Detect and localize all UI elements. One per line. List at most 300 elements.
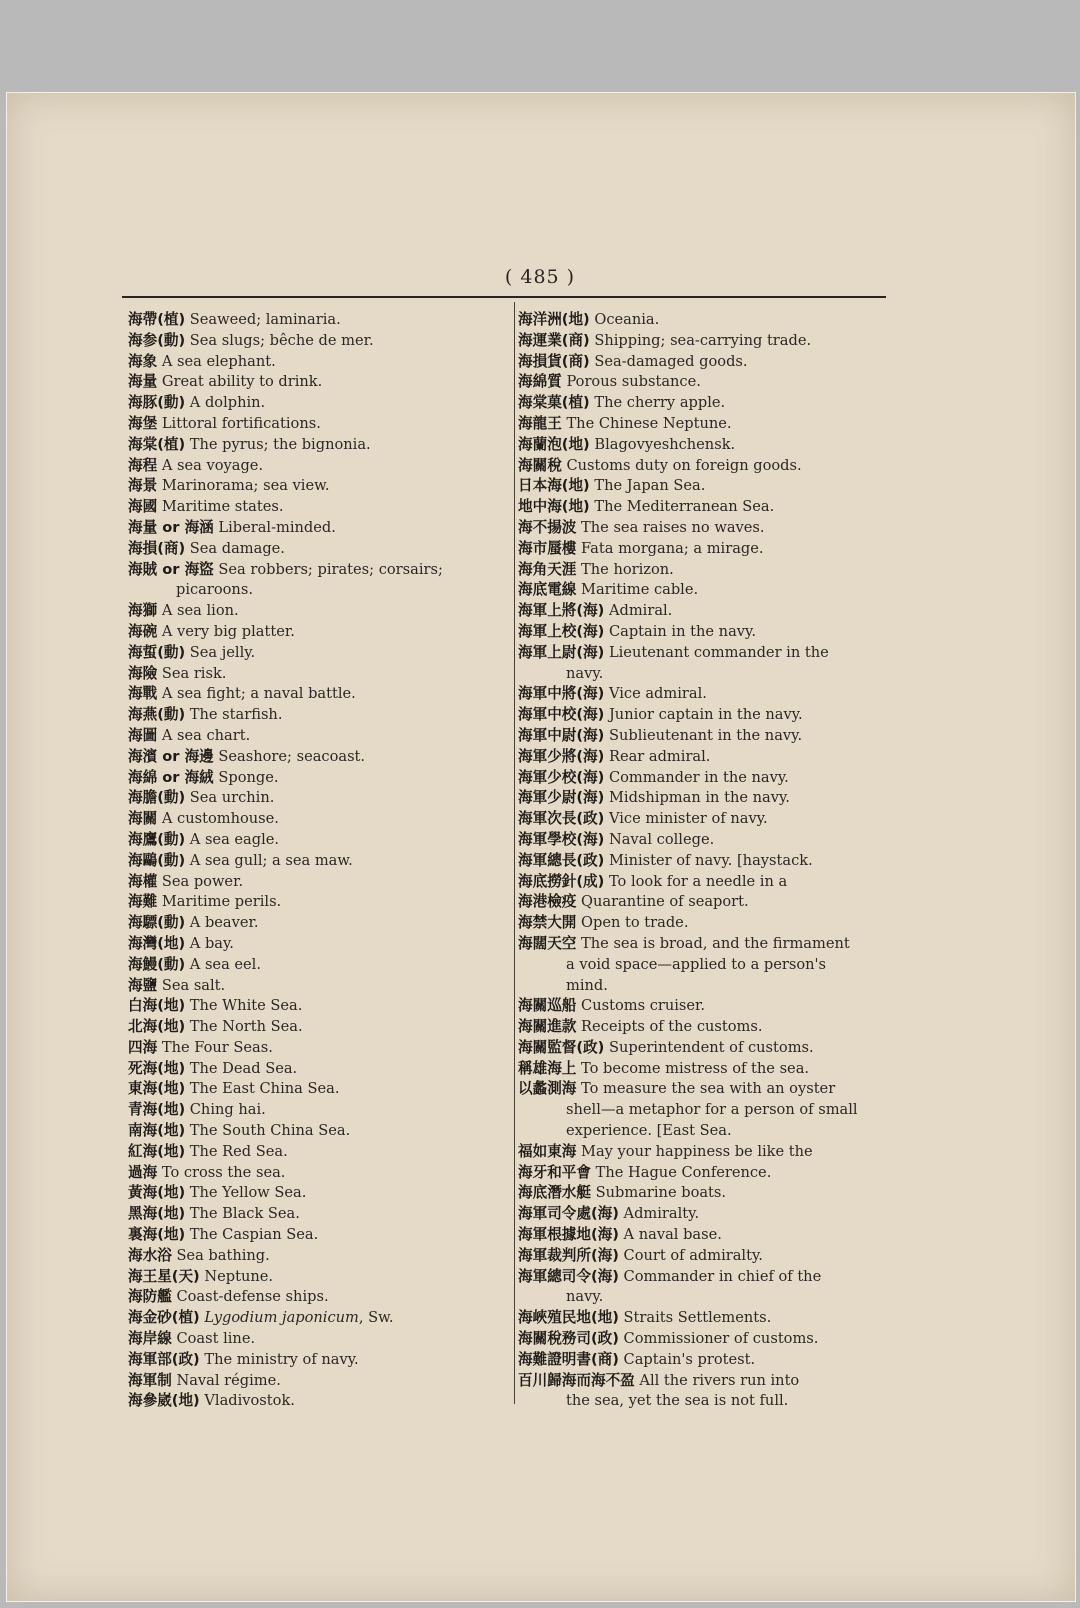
entry-definition: To cross the sea. [161,1163,286,1181]
entry-headword: 日本海(地) [518,477,590,495]
dictionary-entry [128,788,496,809]
entry-definition: Open to trade. [581,914,689,932]
entry-definition: Minister of navy. [haystack. [608,851,813,869]
entry-headword: 海軍次長(政) [518,810,605,828]
entry-definition: Commander in the navy. [608,768,789,786]
dictionary-entry [128,705,496,726]
entry-headword: 海防艦 [128,1288,172,1306]
dictionary-entry [518,809,890,830]
entry-headword: 海金砂(植) [128,1309,200,1327]
entry-headword: 四海 [128,1038,158,1056]
entry-headword: 海闊天空 [518,934,577,952]
entry-definition: Admiralty. [623,1205,700,1223]
entry-headword: 裏海(地) [128,1226,186,1244]
entry-definition: Sublieutenant in the navy. [608,726,803,744]
entry-headword: 海洋洲(地) [518,311,590,328]
dictionary-entry [128,1183,496,1204]
entry-headword: 海鷹(動) [128,830,186,848]
entry-headword: 以蠡測海 [518,1080,577,1098]
page-number: ( 485 ) [504,266,576,288]
dictionary-entry [518,892,890,913]
entry-definition: The ministry of navy. [204,1350,359,1368]
entry-headword: 海軍少將(海) [518,747,605,765]
dictionary-entry [128,747,496,768]
dictionary-entry [518,747,890,768]
entry-headword: 海參崴(地) [128,1392,200,1410]
dictionary-entry [518,476,890,497]
entry-headword: 海水浴 [128,1246,172,1264]
dictionary-entry [128,1017,496,1038]
entry-continuation: picaroons. [176,581,253,599]
entry-definition: A dolphin. [189,394,266,412]
entry-definition: Admiral. [608,602,673,620]
entry-headword: 白海(地) [128,997,186,1015]
dictionary-entry [518,768,890,789]
dictionary-entry [128,435,496,456]
entry-definition: Lygodium japonicum, Sw. [204,1309,394,1327]
entry-headword: 海軍中尉(海) [518,726,605,744]
entry-definition: The Chinese Neptune. [566,414,732,432]
dictionary-entry [518,622,890,643]
dictionary-entry [128,1121,496,1142]
entry-definition: May your happiness be like the [581,1142,813,1160]
entry-headword: 海象 [128,352,158,370]
entry-definition: Vice minister of navy. [608,810,768,828]
entry-headword: 海岸線 [128,1330,172,1348]
dictionary-entry [128,955,496,976]
entry-definition: Fata morgana; a mirage. [581,539,764,557]
entry-definition: Sea damage. [189,539,285,557]
entry-definition: Maritime states. [161,498,284,516]
dictionary-entry [518,393,890,414]
dictionary-entry [518,372,890,393]
entry-definition: Coast-defense ships. [176,1288,329,1306]
entry-definition: Seaweed; laminaria. [189,311,341,328]
dictionary-entry [518,1059,890,1080]
dictionary-entry [128,851,496,872]
entry-definition: A customhouse. [161,810,279,828]
dictionary-entry [128,622,496,643]
entry-headword: 海圖 [128,726,158,744]
dictionary-entry [128,1308,496,1329]
dictionary-entry [518,1204,890,1225]
dictionary-entry [518,1079,890,1100]
header-rule [122,296,886,298]
dictionary-entry [128,601,496,622]
entry-headword: 海景 [128,477,158,495]
entry-headword: 海軍司令處(海) [518,1205,619,1223]
entry-definition: Vice admiral. [608,685,707,703]
dictionary-entry [518,851,890,872]
entry-definition: The North Sea. [189,1018,303,1036]
dictionary-entry [518,1225,890,1246]
entry-definition: Straits Settlements. [623,1309,772,1327]
entry-definition: Superintendent of customs. [608,1038,814,1056]
dictionary-entry [518,996,890,1017]
dictionary-entry [518,684,890,705]
entry-headword: 黃海(地) [128,1184,186,1202]
entry-headword: 海軍學校(海) [518,830,605,848]
entry-headword: 海戰 [128,685,158,703]
entry-headword: 海軍少校(海) [518,768,605,786]
dictionary-entry [128,1246,496,1267]
entry-definition: Coast line. [176,1330,256,1348]
dictionary-entry [518,1371,890,1392]
entry-definition: A bay. [189,934,234,952]
entry-headword: 海綿 or 海絨 [128,768,214,786]
dictionary-entry [518,518,890,539]
entry-headword: 海棠(植) [128,435,186,453]
entry-definition: The sea is broad, and the firmament [581,934,850,952]
entry-definition: The Red Sea. [189,1142,288,1160]
dictionary-entry [128,1059,496,1080]
entry-headword: 海牙和平會 [518,1163,591,1181]
entry-definition: A sea voyage. [161,456,264,474]
dictionary-entry [128,892,496,913]
dictionary-entry [518,310,890,331]
entry-definition: A sea elephant. [161,352,276,370]
entry-definition: The cherry apple. [594,394,726,412]
dictionary-entry [128,1267,496,1288]
entry-definition: The East China Sea. [189,1080,340,1098]
entry-headword: 海驃(動) [128,914,186,932]
entry-headword: 死海(地) [128,1059,186,1077]
entry-definition: The horizon. [581,560,674,578]
entry-definition: Commissioner of customs. [623,1330,819,1348]
entry-headword: 海王星(天) [128,1267,200,1285]
entry-headword: 紅海(地) [128,1142,186,1160]
dictionary-entry [518,435,890,456]
dictionary-entry [518,456,890,477]
entry-definition: To look for a needle in a [608,872,788,890]
entry-headword: 海蜇(動) [128,643,186,661]
entry-definition: Sea risk. [161,664,227,682]
entry-definition: The White Sea. [189,997,303,1015]
dictionary-entry [518,1308,890,1329]
entry-definition: Customs cruiser. [581,997,706,1015]
entry-headword: 海帶(植) [128,311,186,328]
entry-headword: 海底潛水艇 [518,1184,591,1202]
entry-headword: 海軍裁判所(海) [518,1246,619,1264]
entry-definition: The South China Sea. [189,1122,351,1140]
entry-definition: Shipping; sea-carrying trade. [594,331,812,349]
entry-definition: Maritime perils. [161,893,282,911]
entry-headword: 海軍少尉(海) [518,789,605,807]
dictionary-entry [518,1183,890,1204]
right-column [518,310,890,1412]
entry-definition: Sea salt. [161,976,226,994]
entry-definition: Maritime cable. [581,581,699,599]
entry-headword: 海底電線 [518,581,577,599]
entry-definition: The Hague Conference. [595,1163,772,1181]
dictionary-entry [128,560,496,581]
dictionary-entry [128,643,496,664]
entry-definition: Captain in the navy. [608,622,756,640]
entry-headword: 海關 [128,810,158,828]
entry-definition: The Four Seas. [161,1038,273,1056]
entry-headword: 稱雄海上 [518,1059,577,1077]
dictionary-entry [128,476,496,497]
dictionary-entry [518,601,890,622]
dictionary-entry [518,1329,890,1350]
entry-definition: Vladivostok. [204,1392,295,1410]
entry-definition: Receipts of the customs. [581,1018,763,1036]
column-divider [514,302,515,1404]
dictionary-entry [518,830,890,851]
entry-headword: 南海(地) [128,1122,186,1140]
dictionary-entry [518,560,890,581]
entry-headword: 海關監督(政) [518,1038,605,1056]
entry-definition: Sea-damaged goods. [594,352,748,370]
dictionary-entry [518,580,890,601]
entry-headword: 海關稅務司(政) [518,1330,619,1348]
dictionary-entry [128,456,496,477]
dictionary-entry [128,768,496,789]
entry-headword: 海龍王 [518,414,562,432]
entry-headword: 海軍根據地(海) [518,1226,619,1244]
entry-headword: 海棠菓(植) [518,394,590,412]
entry-definition: All the rivers run into [639,1371,800,1389]
entry-headword: 海軍中將(海) [518,685,605,703]
entry-headword: 海灣(地) [128,934,186,952]
entry-headword: 海角天涯 [518,560,577,578]
dictionary-entry [518,788,890,809]
dictionary-entry [128,684,496,705]
entry-definition: The Yellow Sea. [189,1184,307,1202]
entry-definition: Blagovyeshchensk. [594,435,736,453]
entry-headword: 海量 or 海涵 [128,518,214,536]
entry-definition: The pyrus; the bignonia. [189,435,371,453]
entry-headword: 黑海(地) [128,1205,186,1223]
dictionary-entry [518,1350,890,1371]
dictionary-entry [518,726,890,747]
entry-headword: 海量 [128,373,158,391]
entry-headword: 海鹽 [128,976,158,994]
entry-headword: 海權 [128,872,158,890]
entry-headword: 青海(地) [128,1101,186,1119]
dictionary-entry [518,1267,890,1288]
entry-headword: 海軍上將(海) [518,602,605,620]
entry-definition: A sea eagle. [189,830,280,848]
entry-headword: 海程 [128,456,158,474]
dictionary-entry [128,976,496,997]
entry-definition: To measure the sea with an oyster [581,1080,836,1098]
entry-definition: Littoral fortifications. [161,414,321,432]
dictionary-entry [518,1038,890,1059]
entry-headword: 海運業(商) [518,331,590,349]
entry-headword: 海損(商) [128,539,186,557]
entry-definition: Sponge. [218,768,279,786]
entry-headword: 百川歸海而海不盈 [518,1371,635,1389]
dictionary-entry [518,1246,890,1267]
entry-headword: 海市蜃樓 [518,539,577,557]
entry-headword: 海關進款 [518,1018,577,1036]
dictionary-entry [128,1142,496,1163]
entry-headword: 福如東海 [518,1142,577,1160]
entry-definition: Junior captain in the navy. [608,706,803,724]
entry-definition: Ching hai. [189,1101,266,1119]
entry-headword: 海獅 [128,602,158,620]
entry-headword: 海底撈針(成) [518,872,605,890]
entry-headword: 海峽殖民地(地) [518,1309,619,1327]
dictionary-entry [518,913,890,934]
entry-definition: Great ability to drink. [161,373,323,391]
entry-headword: 海濱 or 海邊 [128,747,214,765]
entry-definition: A beaver. [189,914,259,932]
dictionary-entry [128,1163,496,1184]
entry-definition: A sea eel. [189,955,261,973]
dictionary-entry [128,1100,496,1121]
entry-definition: Lieutenant commander in the [608,643,829,661]
dictionary-entry [128,1391,496,1412]
entry-definition: A naval base. [623,1226,722,1244]
entry-definition: Commander in chief of the [623,1267,822,1285]
entry-definition: A very big platter. [161,622,295,640]
entry-headword: 海軍部(政) [128,1350,200,1368]
dictionary-entry [518,414,890,435]
entry-definition: The Caspian Sea. [189,1226,319,1244]
dictionary-entry [128,372,496,393]
dictionary-entry [518,1142,890,1163]
entry-headword: 海燕(動) [128,706,186,724]
entry-definition: Naval régime. [176,1371,281,1389]
entry-definition: Neptune. [204,1267,274,1285]
entry-definition: A sea fight; a naval battle. [161,685,356,703]
entry-headword: 海損貨(商) [518,352,590,370]
entry-headword: 海險 [128,664,158,682]
entry-headword: 地中海(地) [518,498,590,516]
entry-definition: The sea raises no waves. [581,518,765,536]
entry-headword: 海港檢疫 [518,893,577,911]
entry-definition: Submarine boats. [595,1184,727,1202]
entry-headword: 海参(動) [128,331,186,349]
entry-definition: Oceania. [594,311,660,328]
dictionary-entry [128,872,496,893]
dictionary-entry [128,1038,496,1059]
entry-headword: 海軍總長(政) [518,851,605,869]
dictionary-entry [128,497,496,518]
dictionary-entry [128,518,496,539]
entry-continuation: experience. [East Sea. [566,1122,732,1140]
entry-headword: 海堡 [128,414,158,432]
entry-definition: Rear admiral. [608,747,711,765]
entry-definition: The Japan Sea. [594,477,706,495]
dictionary-entry [518,539,890,560]
entry-definition: Porous substance. [566,373,701,391]
entry-headword: 海鷗(動) [128,851,186,869]
entry-definition: Naval college. [608,830,715,848]
entry-headword: 海鰻(動) [128,955,186,973]
dictionary-entry [128,1287,496,1308]
dictionary-entry [128,996,496,1017]
entry-definition: A sea chart. [161,726,251,744]
dictionary-entry [128,1350,496,1371]
dictionary-entry [128,726,496,747]
entry-headword: 海軍中校(海) [518,706,605,724]
entry-headword: 海軍上校(海) [518,622,605,640]
dictionary-entry [128,1079,496,1100]
dictionary-entry [518,872,890,893]
dictionary-entry [128,830,496,851]
entry-headword: 海賊 or 海盜 [128,560,214,578]
entry-definition: Sea urchin. [189,789,275,807]
entry-definition: The Black Sea. [189,1205,300,1223]
entry-headword: 海碗 [128,622,158,640]
entry-definition: Sea bathing. [176,1246,270,1264]
dictionary-entry [128,1371,496,1392]
entry-headword: 海禁大開 [518,914,577,932]
dictionary-entry [128,352,496,373]
entry-headword: 海國 [128,498,158,516]
entry-headword: 海蘭泡(地) [518,435,590,453]
entry-headword: 海軍上尉(海) [518,643,605,661]
left-column [128,310,496,1412]
dictionary-entry [518,1163,890,1184]
dictionary-entry [128,310,496,331]
entry-definition: The Dead Sea. [189,1059,298,1077]
dictionary-entry [128,913,496,934]
dictionary-entry [518,352,890,373]
entry-definition: Liberal-minded. [218,518,336,536]
dictionary-entry [518,331,890,352]
entry-definition: Midshipman in the navy. [608,789,790,807]
entry-headword: 海豚(動) [128,394,186,412]
entry-headword: 海綿質 [518,373,562,391]
entry-definition: Quarantine of seaport. [581,893,749,911]
dictionary-entry [128,664,496,685]
entry-headword: 海關巡船 [518,997,577,1015]
entry-definition: Sea jelly. [189,643,256,661]
dictionary-entry [128,539,496,560]
dictionary-entry [518,705,890,726]
entry-definition: A sea lion. [161,602,239,620]
dictionary-entry [128,934,496,955]
entry-headword: 海難證明書(商) [518,1350,619,1368]
entry-continuation: shell—a metaphor for a person of small [566,1101,858,1119]
entry-continuation: mind. [566,976,608,994]
dictionary-entry [518,497,890,518]
entry-definition: Customs duty on foreign goods. [566,456,802,474]
dictionary-entry [128,393,496,414]
entry-continuation: a void space—applied to a person's [566,955,827,973]
entry-headword: 海難 [128,893,158,911]
entry-definition: Marinorama; sea view. [161,477,330,495]
dictionary-entry [518,1017,890,1038]
dictionary-entry [128,414,496,435]
entry-definition: Captain's protest. [623,1350,756,1368]
entry-headword: 海不揚波 [518,518,577,536]
entry-definition: The starfish. [189,706,283,724]
entry-definition: Sea slugs; bêche de mer. [189,331,374,349]
entry-definition: Court of admiralty. [623,1246,763,1264]
dictionary-entry [128,1204,496,1225]
dictionary-entry [128,809,496,830]
entry-headword: 海軍總司令(海) [518,1267,619,1285]
entry-continuation: navy. [566,1288,604,1306]
dictionary-entry [518,934,890,955]
entry-definition: A sea gull; a sea maw. [189,851,353,869]
entry-definition: Sea robbers; pirates; corsairs; [218,560,443,578]
entry-headword: 海關稅 [518,456,562,474]
entry-headword: 海軍制 [128,1371,172,1389]
dictionary-entry [128,1225,496,1246]
dictionary-entry [128,331,496,352]
dictionary-entry [128,1329,496,1350]
entry-headword: 海膽(動) [128,789,186,807]
entry-continuation: the sea, yet the sea is not full. [566,1392,789,1410]
entry-continuation: navy. [566,664,604,682]
dictionary-entry [518,643,890,664]
